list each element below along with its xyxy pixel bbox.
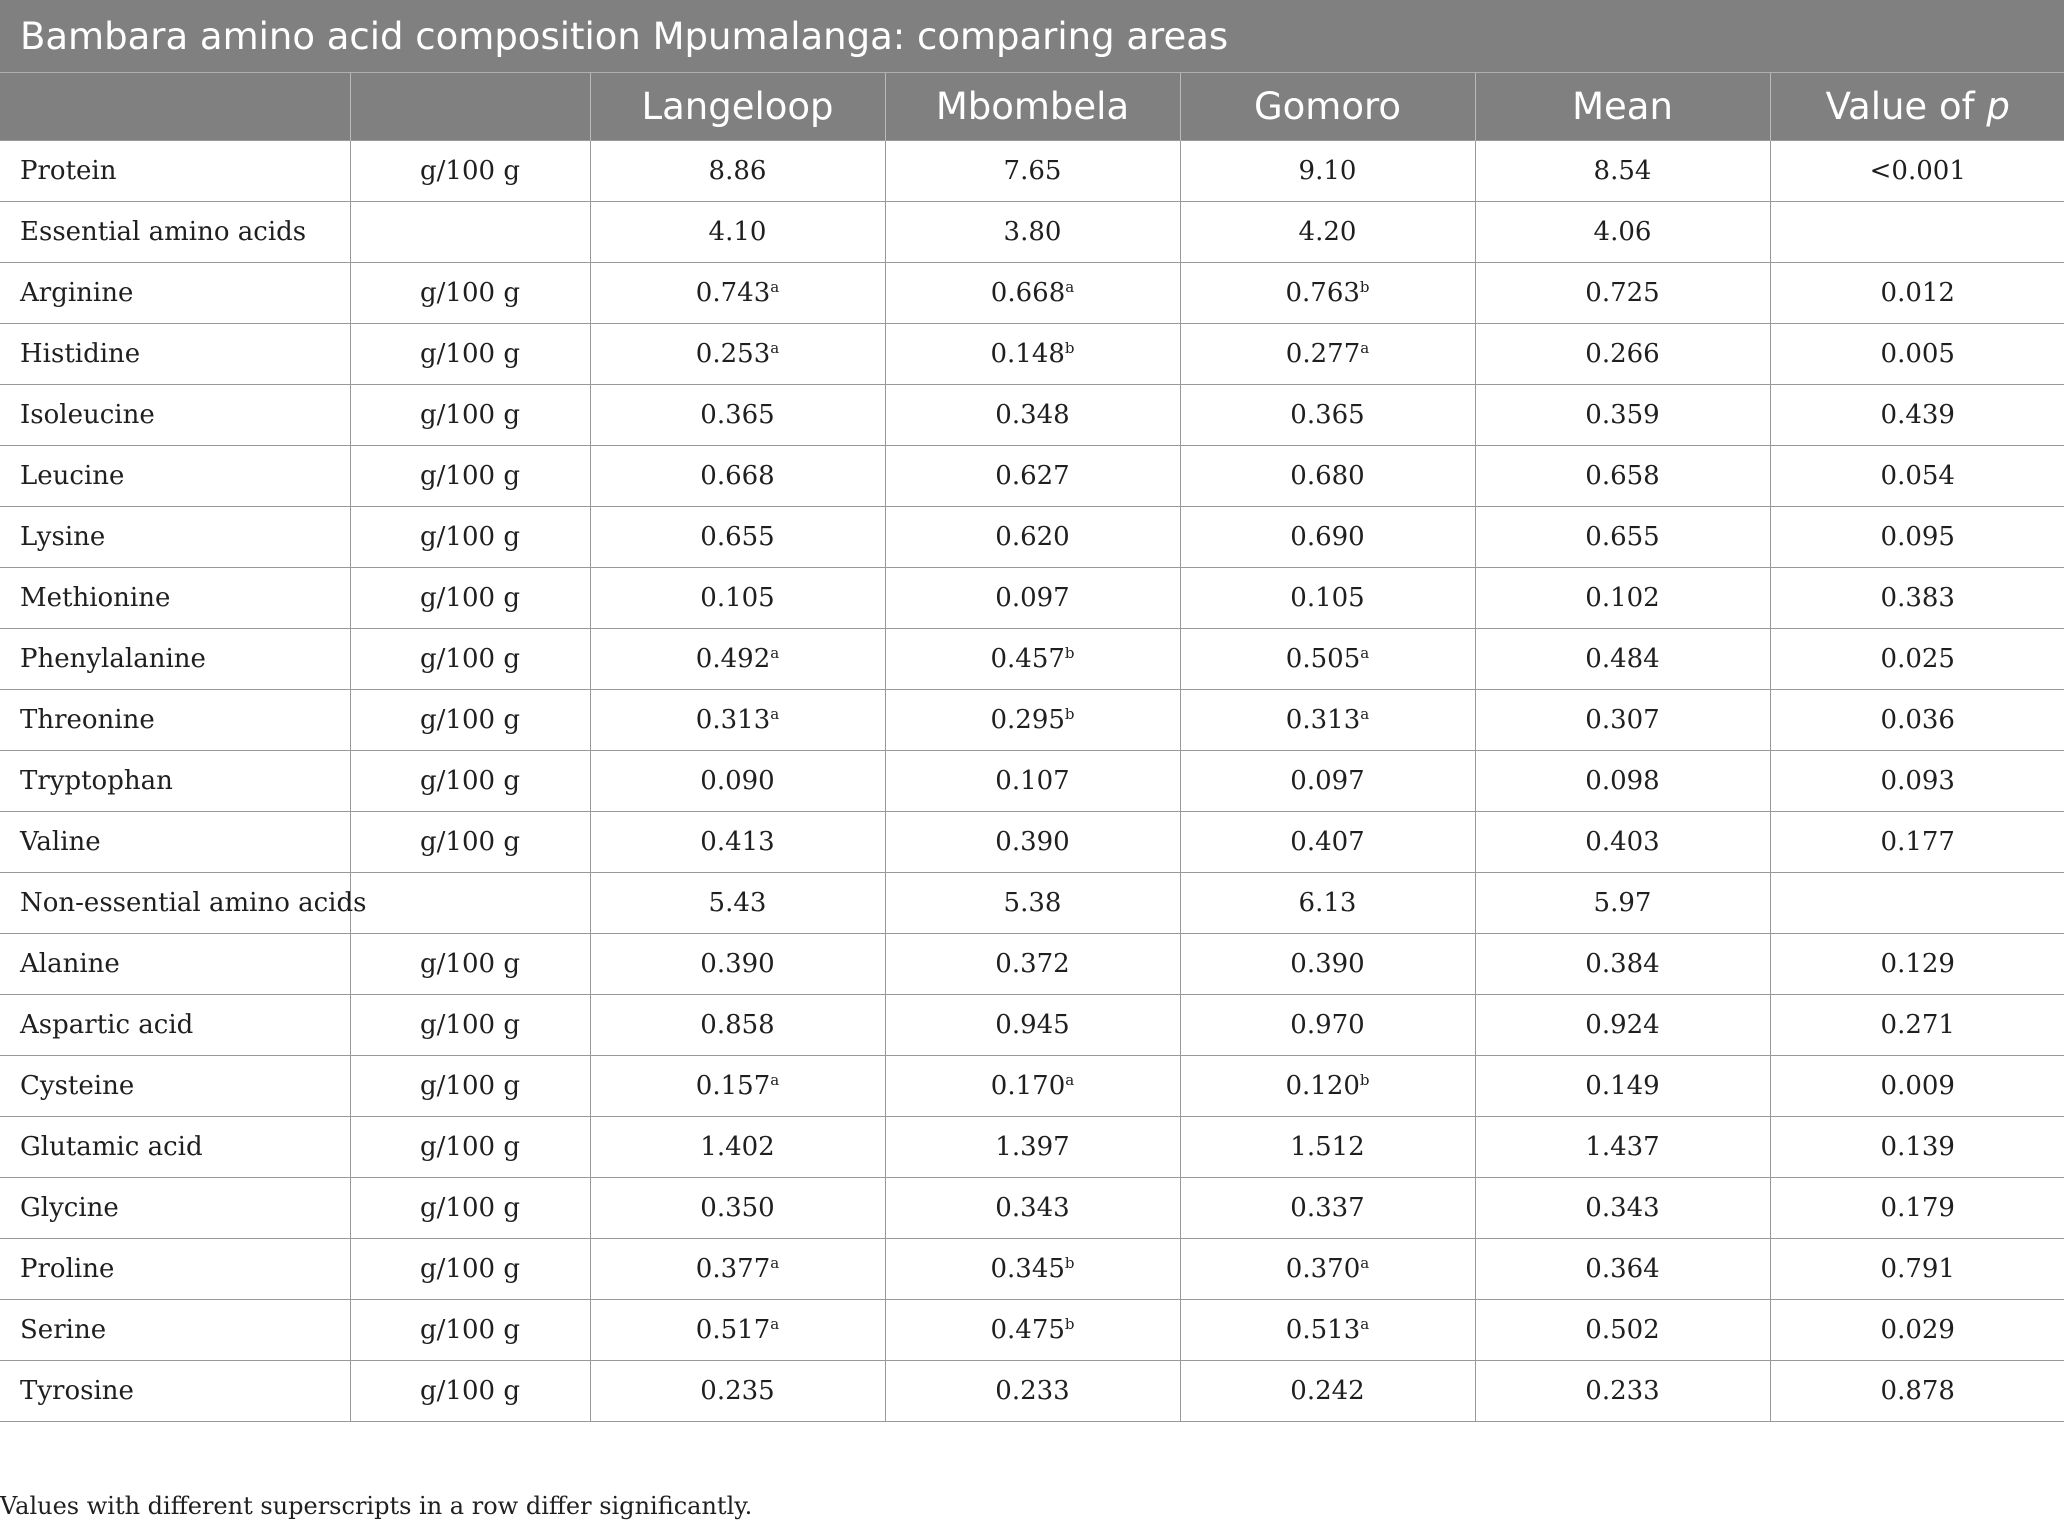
cell-value: 1.397 <box>995 1132 1070 1162</box>
row-unit-cell: g/100 g <box>350 568 590 629</box>
table-row <box>0 568 2064 629</box>
header-mean: Mean <box>1475 73 1770 141</box>
row-unit-cell: g/100 g <box>350 1178 590 1239</box>
cell-value: 0.105 <box>700 583 775 613</box>
cell-value: 8.54 <box>1593 156 1652 186</box>
cell-gomoro <box>1180 751 1475 812</box>
table-row <box>0 1117 2064 1178</box>
cell-gomoro <box>1180 1178 1475 1239</box>
cell-value: 0.377 <box>695 1254 771 1284</box>
significance-superscript: a <box>770 705 780 723</box>
cell-langeloop <box>590 1361 885 1422</box>
table-row <box>0 751 2064 812</box>
row-name-cell: Essential amino acids <box>0 202 350 263</box>
cell-mean <box>1475 324 1770 385</box>
row-name-cell: Proline <box>0 1239 350 1300</box>
cell-langeloop <box>590 446 885 507</box>
table-row <box>0 507 2064 568</box>
cell-value: 0.372 <box>995 949 1070 979</box>
cell-value: 4.10 <box>708 217 767 247</box>
table-row <box>0 141 2064 202</box>
cell-p-value: 0.095 <box>1770 507 2064 568</box>
cell-value: 0.680 <box>1290 461 1365 491</box>
cell-value: 0.105 <box>1290 583 1365 613</box>
cell-mean <box>1475 934 1770 995</box>
cell-value: 0.502 <box>1585 1315 1660 1345</box>
cell-value: 0.313 <box>695 705 771 735</box>
significance-superscript: a <box>1065 1071 1075 1089</box>
cell-value: 0.365 <box>1290 400 1365 430</box>
cell-value: 0.390 <box>1290 949 1365 979</box>
cell-value: 0.350 <box>700 1193 775 1223</box>
table-row <box>0 324 2064 385</box>
significance-superscript: a <box>1360 1254 1370 1272</box>
row-unit-cell <box>350 202 590 263</box>
cell-mean <box>1475 1300 1770 1361</box>
cell-p-value: 0.139 <box>1770 1117 2064 1178</box>
cell-value: 7.65 <box>1003 156 1062 186</box>
cell-gomoro <box>1180 690 1475 751</box>
cell-value: 0.457 <box>990 644 1065 674</box>
cell-mean <box>1475 446 1770 507</box>
cell-mean <box>1475 812 1770 873</box>
cell-value: 0.924 <box>1585 1010 1660 1040</box>
cell-value: 0.107 <box>995 766 1070 796</box>
cell-p-value: 0.009 <box>1770 1056 2064 1117</box>
row-name-cell: Isoleucine <box>0 385 350 446</box>
cell-gomoro <box>1180 1117 1475 1178</box>
cell-langeloop <box>590 751 885 812</box>
row-name-cell: Protein <box>0 141 350 202</box>
cell-value: 0.120 <box>1285 1071 1360 1101</box>
cell-mbombela <box>885 995 1180 1056</box>
cell-langeloop <box>590 141 885 202</box>
cell-value: 0.364 <box>1585 1254 1660 1284</box>
significance-superscript: b <box>1064 705 1075 723</box>
cell-mbombela <box>885 934 1180 995</box>
row-unit-cell: g/100 g <box>350 446 590 507</box>
significance-superscript: a <box>1065 278 1075 296</box>
cell-value: 0.097 <box>995 583 1070 613</box>
significance-superscript: b <box>1359 1071 1370 1089</box>
significance-superscript: a <box>770 1254 780 1272</box>
row-unit-cell: g/100 g <box>350 995 590 1056</box>
cell-value: 0.725 <box>1585 278 1660 308</box>
cell-gomoro <box>1180 934 1475 995</box>
cell-langeloop <box>590 812 885 873</box>
cell-mean <box>1475 1178 1770 1239</box>
significance-superscript: a <box>770 278 780 296</box>
cell-value: 5.97 <box>1593 888 1652 918</box>
cell-mbombela <box>885 873 1180 934</box>
data-table <box>0 73 2064 1422</box>
cell-value: 0.475 <box>990 1315 1065 1345</box>
cell-value: 0.413 <box>700 827 775 857</box>
cell-value: 0.233 <box>995 1376 1070 1406</box>
cell-value: 6.13 <box>1298 888 1357 918</box>
cell-value: 0.307 <box>1585 705 1660 735</box>
cell-value: 0.235 <box>700 1376 775 1406</box>
header-row <box>0 73 2064 141</box>
cell-value: 0.102 <box>1585 583 1660 613</box>
cell-mbombela <box>885 812 1180 873</box>
cell-value: 4.06 <box>1593 217 1652 247</box>
table-header <box>0 73 2064 141</box>
row-unit-cell: g/100 g <box>350 934 590 995</box>
cell-langeloop <box>590 1300 885 1361</box>
cell-p-value: <0.001 <box>1770 141 2064 202</box>
cell-gomoro <box>1180 1239 1475 1300</box>
cell-mean <box>1475 1239 1770 1300</box>
cell-value: 8.86 <box>708 156 767 186</box>
table-footnote: Values with different superscripts in a row differ significantly. <box>0 1492 753 1520</box>
cell-mean <box>1475 141 1770 202</box>
cell-mean <box>1475 1056 1770 1117</box>
cell-value: 5.43 <box>708 888 767 918</box>
cell-mean <box>1475 690 1770 751</box>
cell-mean <box>1475 202 1770 263</box>
significance-superscript: b <box>1064 644 1075 662</box>
cell-value: 0.295 <box>990 705 1065 735</box>
cell-mean <box>1475 263 1770 324</box>
cell-value: 9.10 <box>1298 156 1357 186</box>
row-unit-cell: g/100 g <box>350 812 590 873</box>
row-unit-cell: g/100 g <box>350 1300 590 1361</box>
cell-mean <box>1475 995 1770 1056</box>
cell-value: 0.170 <box>990 1071 1066 1101</box>
cell-value: 4.20 <box>1298 217 1357 247</box>
cell-mean <box>1475 629 1770 690</box>
cell-value: 0.365 <box>700 400 775 430</box>
row-name-cell: Serine <box>0 1300 350 1361</box>
cell-langeloop <box>590 1178 885 1239</box>
significance-superscript: a <box>1360 1315 1370 1333</box>
cell-p-value: 0.271 <box>1770 995 2064 1056</box>
header-p-italic: p <box>1986 85 2010 128</box>
row-name-cell: Arginine <box>0 263 350 324</box>
cell-gomoro <box>1180 1361 1475 1422</box>
cell-value: 0.337 <box>1290 1193 1365 1223</box>
significance-superscript: a <box>770 1071 780 1089</box>
row-name-cell: Lysine <box>0 507 350 568</box>
cell-mbombela <box>885 629 1180 690</box>
cell-gomoro <box>1180 202 1475 263</box>
cell-value: 0.513 <box>1285 1315 1361 1345</box>
row-name-cell: Tryptophan <box>0 751 350 812</box>
cell-langeloop <box>590 873 885 934</box>
significance-superscript: b <box>1064 1315 1075 1333</box>
cell-langeloop <box>590 1239 885 1300</box>
cell-mbombela <box>885 202 1180 263</box>
cell-mean <box>1475 1361 1770 1422</box>
cell-value: 0.655 <box>1585 522 1660 552</box>
significance-superscript: a <box>770 339 780 357</box>
row-name-cell: Cysteine <box>0 1056 350 1117</box>
cell-mbombela <box>885 1361 1180 1422</box>
cell-gomoro <box>1180 812 1475 873</box>
table-row <box>0 690 2064 751</box>
cell-value: 1.512 <box>1290 1132 1365 1162</box>
cell-value: 0.097 <box>1290 766 1365 796</box>
row-unit-cell: g/100 g <box>350 1056 590 1117</box>
cell-mbombela <box>885 1239 1180 1300</box>
row-unit-cell: g/100 g <box>350 1239 590 1300</box>
row-name-cell: Histidine <box>0 324 350 385</box>
cell-value: 0.407 <box>1290 827 1365 857</box>
significance-superscript: a <box>770 1315 780 1333</box>
row-unit-cell <box>350 873 590 934</box>
cell-mbombela <box>885 1178 1180 1239</box>
table-row <box>0 934 2064 995</box>
cell-value: 0.517 <box>695 1315 771 1345</box>
row-name-cell: Non-essential amino acids <box>0 873 350 934</box>
cell-value: 0.620 <box>995 522 1070 552</box>
row-name-cell: Phenylalanine <box>0 629 350 690</box>
row-unit-cell: g/100 g <box>350 263 590 324</box>
cell-value: 0.403 <box>1585 827 1660 857</box>
cell-mbombela <box>885 751 1180 812</box>
cell-value: 0.343 <box>995 1193 1070 1223</box>
table-row <box>0 263 2064 324</box>
table-row <box>0 629 2064 690</box>
cell-langeloop <box>590 263 885 324</box>
row-name-cell: Threonine <box>0 690 350 751</box>
cell-value: 0.390 <box>995 827 1070 857</box>
row-unit-cell: g/100 g <box>350 1361 590 1422</box>
header-gomoro: Gomoro <box>1180 73 1475 141</box>
cell-value: 0.484 <box>1585 644 1660 674</box>
cell-value: 0.148 <box>990 339 1065 369</box>
header-p-prefix: Value of <box>1825 85 1987 128</box>
cell-mbombela <box>885 1300 1180 1361</box>
table-row <box>0 1300 2064 1361</box>
cell-value: 0.348 <box>995 400 1070 430</box>
cell-value: 0.098 <box>1585 766 1660 796</box>
cell-gomoro <box>1180 1056 1475 1117</box>
cell-mbombela <box>885 141 1180 202</box>
cell-mean <box>1475 751 1770 812</box>
table-row <box>0 385 2064 446</box>
cell-value: 0.090 <box>700 766 775 796</box>
cell-value: 0.390 <box>700 949 775 979</box>
significance-superscript: a <box>1360 644 1370 662</box>
cell-mean <box>1475 873 1770 934</box>
cell-langeloop <box>590 202 885 263</box>
header-blank-name <box>0 73 350 141</box>
cell-gomoro <box>1180 385 1475 446</box>
cell-value: 0.505 <box>1285 644 1361 674</box>
row-unit-cell: g/100 g <box>350 690 590 751</box>
cell-p-value: 0.439 <box>1770 385 2064 446</box>
cell-value: 0.668 <box>990 278 1066 308</box>
cell-gomoro <box>1180 1300 1475 1361</box>
row-name-cell: Glutamic acid <box>0 1117 350 1178</box>
cell-langeloop <box>590 1117 885 1178</box>
row-name-cell: Tyrosine <box>0 1361 350 1422</box>
cell-value: 0.690 <box>1290 522 1365 552</box>
cell-value: 0.343 <box>1585 1193 1660 1223</box>
cell-value: 0.668 <box>700 461 775 491</box>
cell-mean <box>1475 385 1770 446</box>
table-row <box>0 446 2064 507</box>
cell-mbombela <box>885 263 1180 324</box>
cell-p-value: 0.054 <box>1770 446 2064 507</box>
header-langeloop: Langeloop <box>590 73 885 141</box>
cell-gomoro <box>1180 629 1475 690</box>
cell-p-value: 0.025 <box>1770 629 2064 690</box>
cell-p-value: 0.177 <box>1770 812 2064 873</box>
cell-mbombela <box>885 385 1180 446</box>
cell-p-value: 0.093 <box>1770 751 2064 812</box>
row-name-cell: Aspartic acid <box>0 995 350 1056</box>
significance-superscript: a <box>770 644 780 662</box>
significance-superscript: a <box>1360 339 1370 357</box>
row-name-cell: Valine <box>0 812 350 873</box>
cell-value: 0.627 <box>995 461 1070 491</box>
cell-value: 1.437 <box>1585 1132 1660 1162</box>
cell-value: 0.149 <box>1585 1071 1660 1101</box>
cell-p-value <box>1770 873 2064 934</box>
cell-p-value: 0.129 <box>1770 934 2064 995</box>
cell-gomoro <box>1180 873 1475 934</box>
cell-mbombela <box>885 507 1180 568</box>
table-row <box>0 1056 2064 1117</box>
cell-gomoro <box>1180 568 1475 629</box>
cell-value: 5.38 <box>1003 888 1062 918</box>
cell-mean <box>1475 1117 1770 1178</box>
header-blank-unit <box>350 73 590 141</box>
cell-gomoro <box>1180 324 1475 385</box>
cell-value: 0.945 <box>995 1010 1070 1040</box>
cell-langeloop <box>590 568 885 629</box>
cell-value: 0.970 <box>1290 1010 1365 1040</box>
cell-value: 0.233 <box>1585 1376 1660 1406</box>
cell-mean <box>1475 507 1770 568</box>
cell-langeloop <box>590 385 885 446</box>
table-row <box>0 1361 2064 1422</box>
cell-value: 0.658 <box>1585 461 1660 491</box>
cell-value: 0.858 <box>700 1010 775 1040</box>
cell-value: 1.402 <box>700 1132 775 1162</box>
cell-value: 3.80 <box>1003 217 1062 247</box>
row-name-cell: Methionine <box>0 568 350 629</box>
cell-mbombela <box>885 446 1180 507</box>
significance-superscript: b <box>1064 1254 1075 1272</box>
cell-langeloop <box>590 934 885 995</box>
cell-langeloop <box>590 629 885 690</box>
cell-gomoro <box>1180 141 1475 202</box>
cell-mbombela <box>885 1056 1180 1117</box>
table-row <box>0 873 2064 934</box>
cell-langeloop <box>590 507 885 568</box>
row-unit-cell: g/100 g <box>350 751 590 812</box>
cell-value: 0.370 <box>1285 1254 1361 1284</box>
table-row <box>0 1178 2064 1239</box>
cell-p-value: 0.036 <box>1770 690 2064 751</box>
cell-gomoro <box>1180 995 1475 1056</box>
cell-value: 0.253 <box>695 339 771 369</box>
cell-langeloop <box>590 324 885 385</box>
significance-superscript: b <box>1064 339 1075 357</box>
cell-value: 0.384 <box>1585 949 1660 979</box>
row-name-cell: Alanine <box>0 934 350 995</box>
cell-p-value <box>1770 202 2064 263</box>
table-row <box>0 1239 2064 1300</box>
cell-langeloop <box>590 995 885 1056</box>
cell-langeloop <box>590 690 885 751</box>
cell-p-value: 0.179 <box>1770 1178 2064 1239</box>
cell-value: 0.763 <box>1285 278 1360 308</box>
row-unit-cell: g/100 g <box>350 141 590 202</box>
cell-p-value: 0.878 <box>1770 1361 2064 1422</box>
row-unit-cell: g/100 g <box>350 507 590 568</box>
cell-value: 0.313 <box>1285 705 1361 735</box>
row-unit-cell: g/100 g <box>350 629 590 690</box>
row-name-cell: Glycine <box>0 1178 350 1239</box>
row-unit-cell: g/100 g <box>350 324 590 385</box>
cell-mbombela <box>885 1117 1180 1178</box>
header-mbombela: Mbombela <box>885 73 1180 141</box>
cell-p-value: 0.029 <box>1770 1300 2064 1361</box>
table-row <box>0 995 2064 1056</box>
row-name-cell: Leucine <box>0 446 350 507</box>
table-title: Bambara amino acid composition Mpumalanga: comparing areas <box>0 0 2064 73</box>
cell-value: 0.157 <box>695 1071 771 1101</box>
cell-p-value: 0.005 <box>1770 324 2064 385</box>
header-p-value <box>1770 73 2064 141</box>
cell-value: 0.345 <box>990 1254 1065 1284</box>
cell-value: 0.492 <box>695 644 771 674</box>
cell-p-value: 0.012 <box>1770 263 2064 324</box>
cell-gomoro <box>1180 507 1475 568</box>
cell-mean <box>1475 568 1770 629</box>
significance-superscript: b <box>1359 278 1370 296</box>
row-unit-cell: g/100 g <box>350 1117 590 1178</box>
cell-value: 0.655 <box>700 522 775 552</box>
table-body <box>0 141 2064 1422</box>
cell-value: 0.277 <box>1285 339 1361 369</box>
cell-value: 0.266 <box>1585 339 1660 369</box>
cell-p-value: 0.383 <box>1770 568 2064 629</box>
significance-superscript: a <box>1360 705 1370 723</box>
cell-value: 0.743 <box>695 278 771 308</box>
cell-value: 0.242 <box>1290 1376 1365 1406</box>
cell-mbombela <box>885 690 1180 751</box>
cell-value: 0.359 <box>1585 400 1660 430</box>
cell-gomoro <box>1180 263 1475 324</box>
cell-gomoro <box>1180 446 1475 507</box>
cell-p-value: 0.791 <box>1770 1239 2064 1300</box>
cell-langeloop <box>590 1056 885 1117</box>
table-row <box>0 812 2064 873</box>
table-row <box>0 202 2064 263</box>
cell-mbombela <box>885 324 1180 385</box>
row-unit-cell: g/100 g <box>350 385 590 446</box>
cell-mbombela <box>885 568 1180 629</box>
